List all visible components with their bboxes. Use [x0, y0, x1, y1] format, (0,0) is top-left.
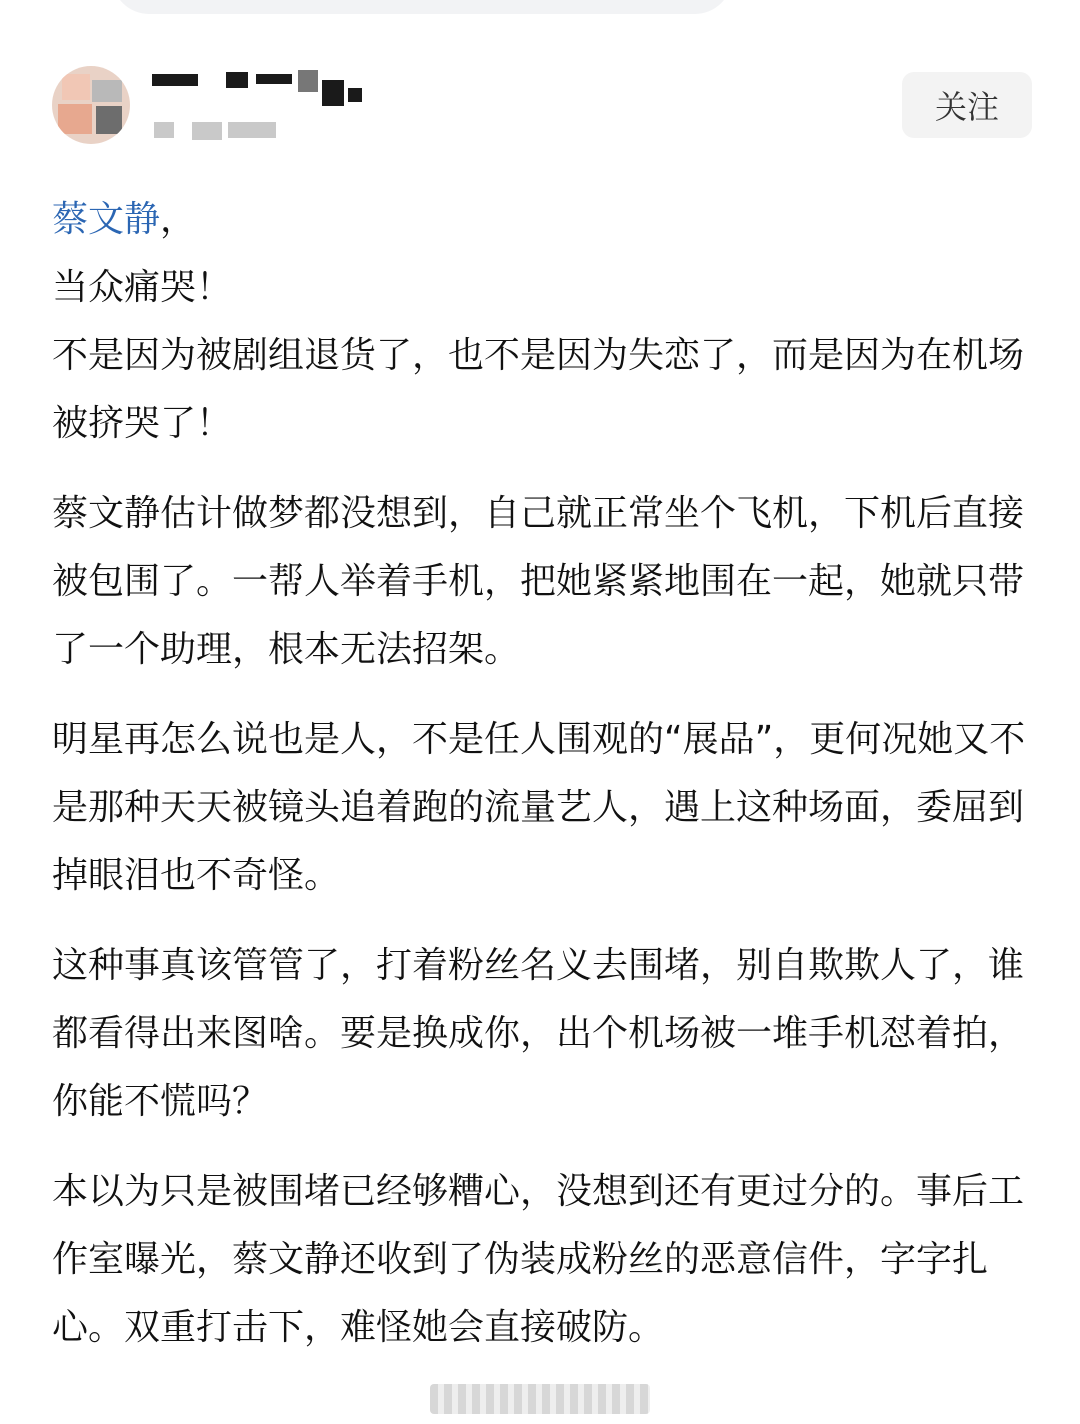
search-bar[interactable] [112, 0, 732, 14]
topic-link[interactable]: 蔡文静 [52, 199, 161, 240]
follow-button[interactable]: 关注 [902, 72, 1032, 138]
topic-suffix: ， [160, 199, 197, 240]
post-paragraph: 明星再怎么说也是人，不是任人围观的“展品”，更何况她又不是那种天天被镜头追着跑的流量艺人，遇上这种场面，委屈到掉眼泪也不奇怪。 [52, 719, 1026, 896]
post-paragraph: 这种事真该管管了，打着粉丝名义去围堵，别自欺欺人了，谁都看得出来图啥。要是换成你，出个机场被一堆手机怼着拍，你能不慌吗？ [52, 945, 1025, 1122]
post-topic-line [52, 186, 1032, 254]
avatar[interactable] [52, 66, 130, 144]
post-paragraph: 本以为只是被围堵已经够糟心，没想到还有更过分的。事后工作室曝光，蔡文静还收到了伪装成粉丝的恶意信件，字字扎心。双重打击下，难怪她会直接破防。 [52, 1171, 1025, 1348]
post-paragraph: 蔡文静估计做梦都没想到，自己就正常坐个飞机，下机后直接被包围了。一帮人举着手机，把她紧紧地围在一起，她就只带了一个助理，根本无法招架。 [52, 493, 1025, 670]
post-paragraph: 当众痛哭！ 不是因为被剧组退货了，也不是因为失恋了，而是因为在机场被挤哭了！ [52, 267, 1025, 444]
author-name-redacted[interactable] [152, 68, 372, 108]
redacted-watermark [430, 1384, 650, 1414]
author-header [52, 66, 1032, 146]
post-time-redacted [152, 116, 292, 146]
post-body [52, 186, 1032, 1362]
